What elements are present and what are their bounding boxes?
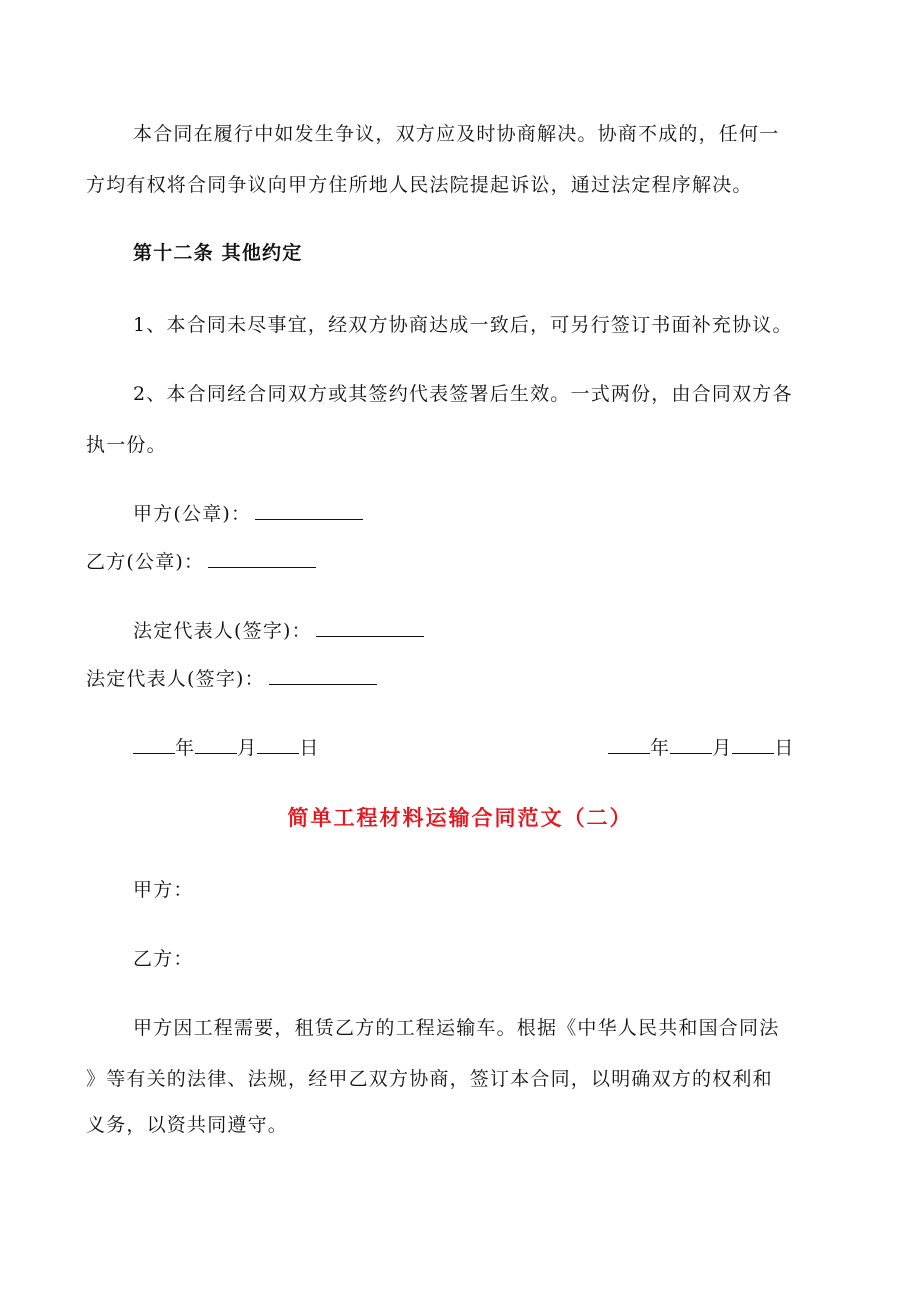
party-a-seal-line	[133, 501, 363, 527]
article-12-item-1: 1、本合同未尽事宜，经双方协商达成一致后，可另行签订书面补充协议。	[133, 314, 793, 336]
legal-rep-a-blank[interactable]	[316, 618, 424, 637]
section-2-intro-line-2: 》等有关的法律、法规，经甲乙双方协商，签订本合同，以明确双方的权利和	[86, 1068, 773, 1090]
legal-rep-b-line	[86, 666, 377, 692]
legal-rep-a-label: 法定代表人(签字)：	[133, 620, 312, 642]
date-a-month-blank[interactable]	[195, 735, 237, 754]
legal-rep-b-blank[interactable]	[269, 666, 377, 685]
party-b-seal-label: 乙方(公章)：	[86, 551, 205, 573]
party-b-seal-blank[interactable]	[208, 549, 316, 568]
section-2-title: 简单工程材料运输合同范文（二）	[287, 805, 633, 830]
section-2-party-b: 乙方：	[133, 948, 194, 970]
date-a-month-label: 月	[237, 737, 258, 759]
section-2-intro-line-1: 甲方因工程需要，租赁乙方的工程运输车。根据《中华人民共和国合同法	[133, 1017, 780, 1039]
date-b-year-blank[interactable]	[608, 735, 650, 754]
party-a-seal-label: 甲方(公章)：	[133, 503, 252, 525]
date-a-year-label: 年	[175, 737, 196, 759]
party-b-seal-line	[86, 549, 316, 575]
date-b-year-label: 年	[650, 737, 671, 759]
article-12-item-2-line-2: 执一份。	[86, 434, 167, 456]
date-a-year-blank[interactable]	[133, 735, 175, 754]
article-12-item-2-line-1: 2、本合同经合同双方或其签约代表签署后生效。一式两份，由合同双方各	[133, 383, 793, 405]
section-2-intro-line-3: 义务，以资共同遵守。	[86, 1114, 289, 1136]
article-12-heading: 第十二条 其他约定	[133, 242, 303, 264]
date-b-month-label: 月	[712, 737, 733, 759]
legal-rep-b-label: 法定代表人(签字)：	[86, 668, 265, 690]
date-b-day-blank[interactable]	[732, 735, 774, 754]
date-party-a	[133, 735, 320, 761]
date-a-day-blank[interactable]	[257, 735, 299, 754]
date-a-day-label: 日	[299, 737, 320, 759]
date-b-month-blank[interactable]	[670, 735, 712, 754]
section-2-party-a: 甲方：	[133, 879, 194, 901]
dispute-clause-line-2: 方均有权将合同争议向甲方住所地人民法院提起诉讼，通过法定程序解决。	[86, 174, 753, 196]
dispute-clause-line-1: 本合同在履行中如发生争议，双方应及时协商解决。协商不成的，任何一	[133, 123, 780, 145]
legal-rep-a-line	[133, 618, 424, 644]
date-party-b	[608, 735, 795, 761]
date-b-day-label: 日	[774, 737, 795, 759]
party-a-seal-blank[interactable]	[255, 501, 363, 520]
